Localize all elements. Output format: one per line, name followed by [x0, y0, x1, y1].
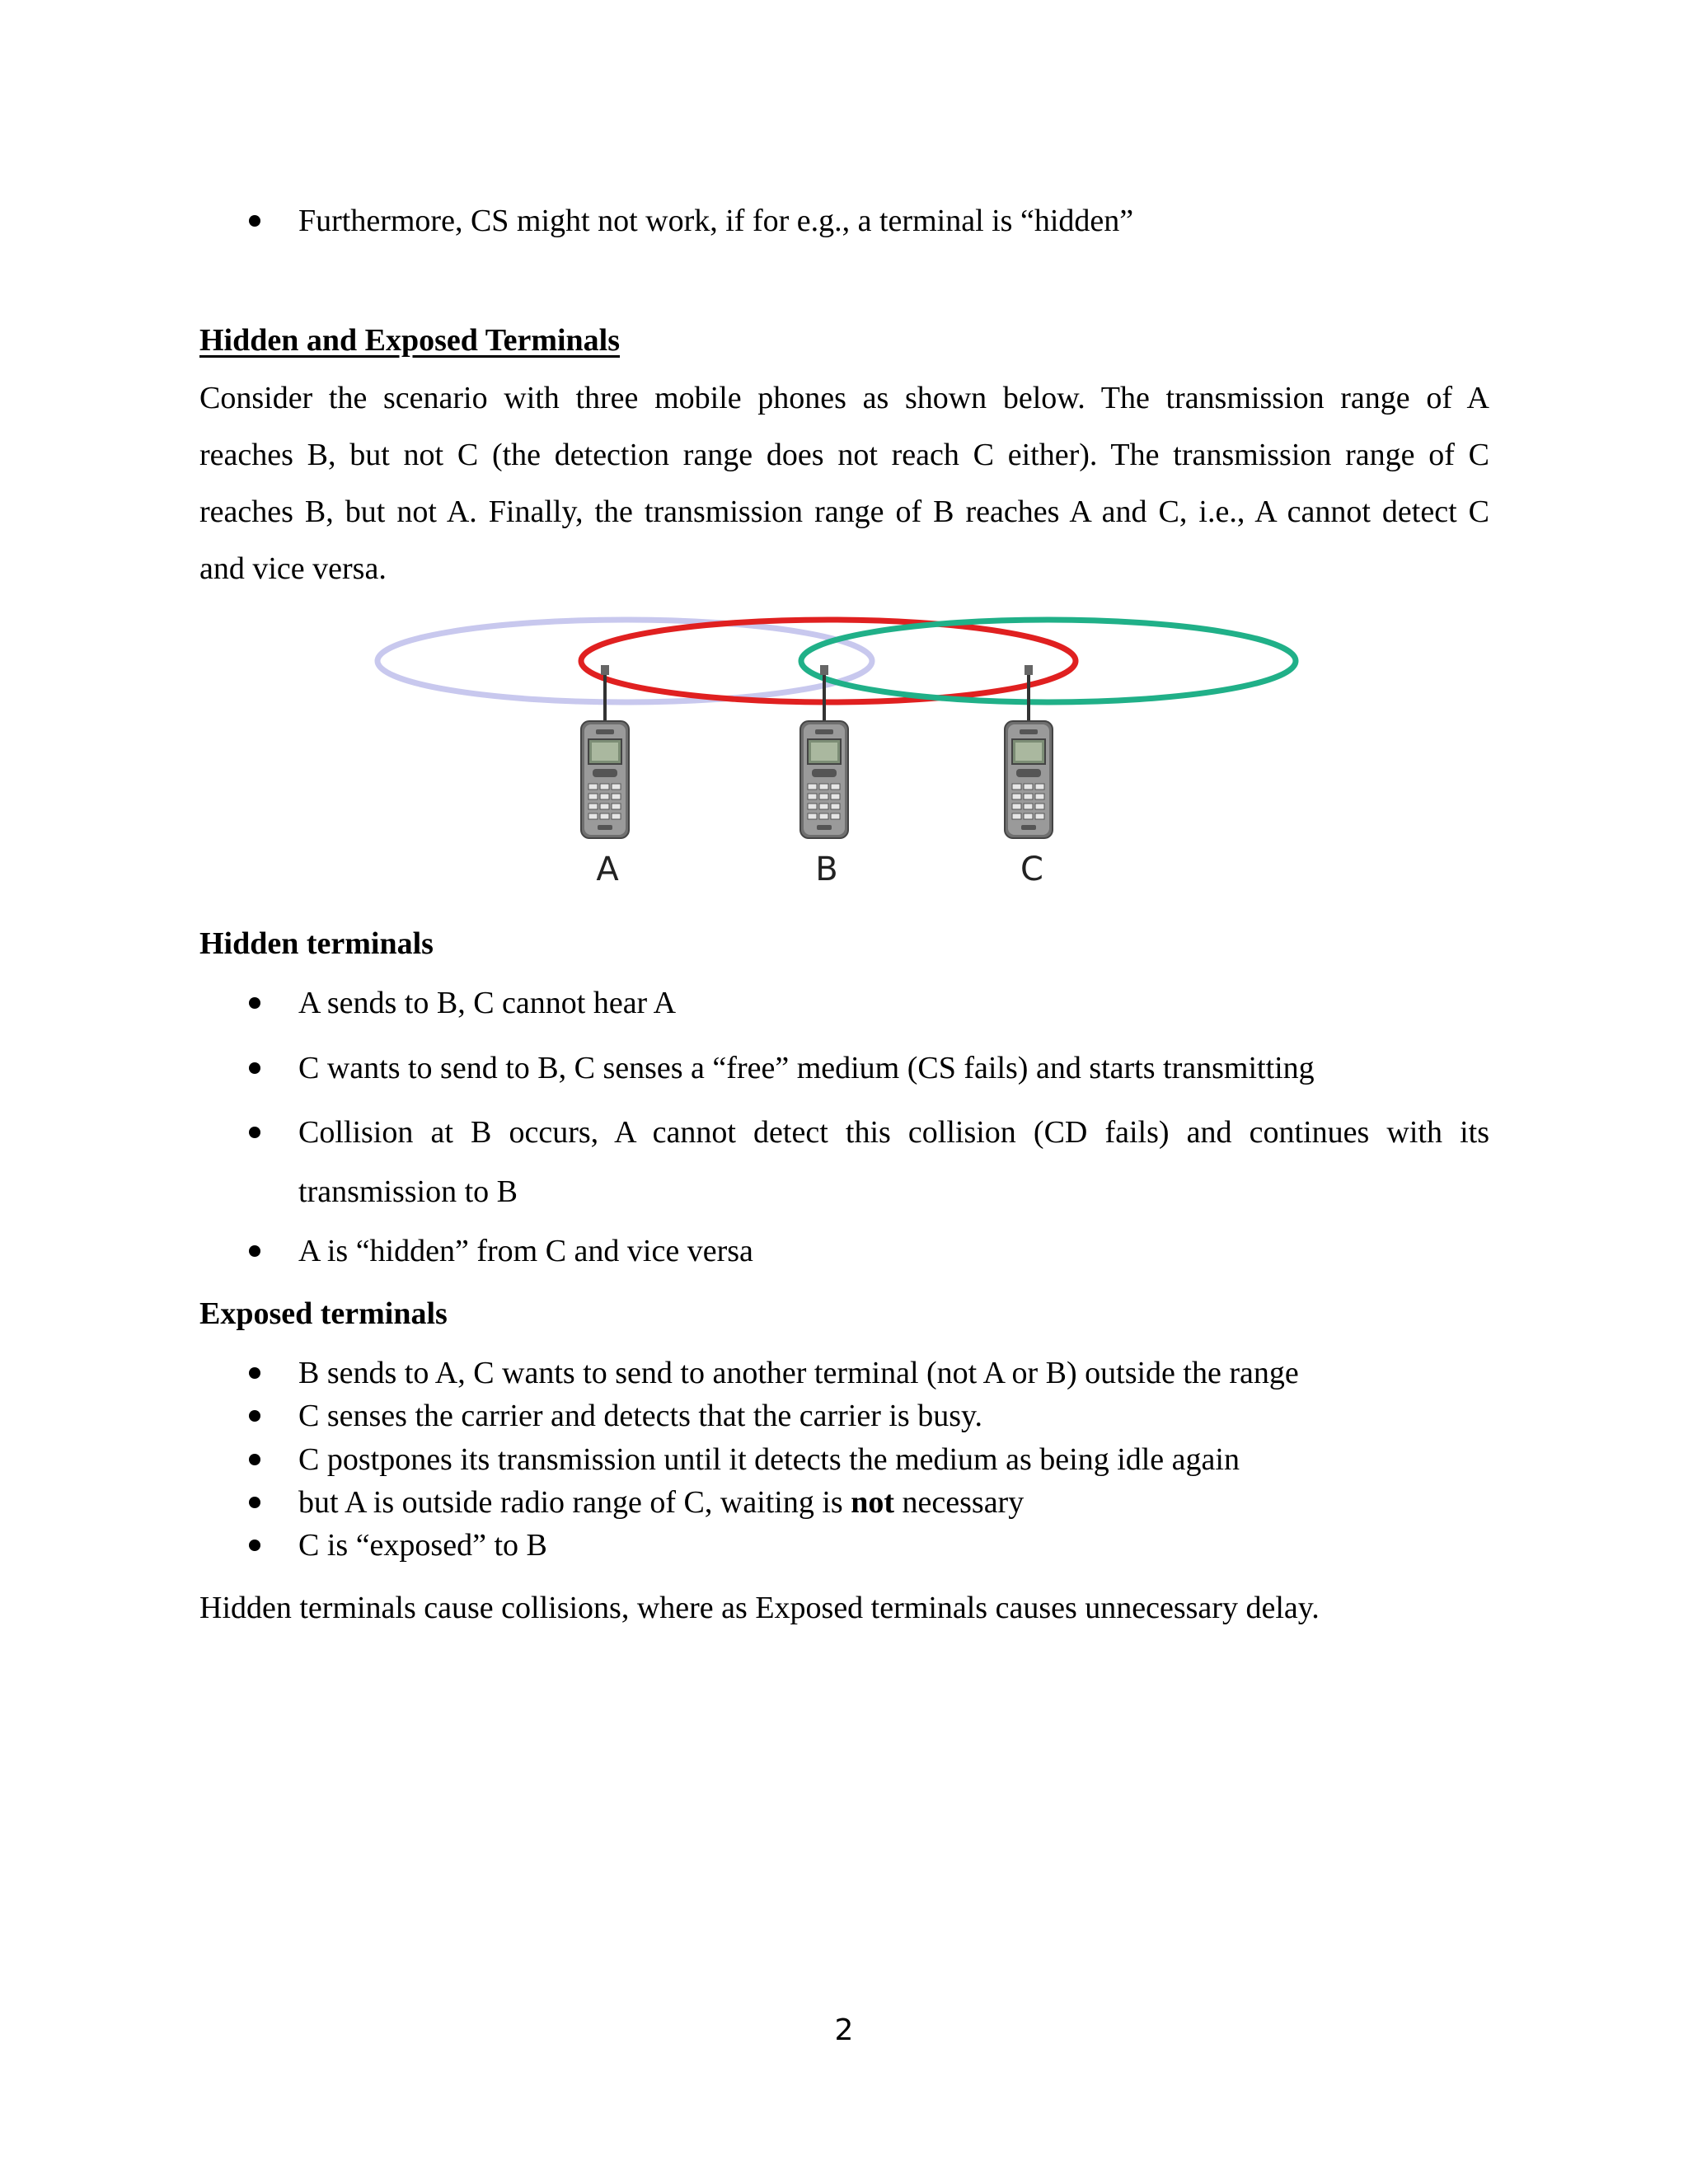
phone-c-label: C	[1020, 851, 1043, 888]
phone-a-label: A	[596, 851, 619, 888]
bullet	[249, 215, 260, 227]
exposed-item-5: C is “exposed” to B	[298, 1528, 547, 1563]
intro-line-3: reaches B, but not A. Finally, the transmission range of B reaches A and C, i.e., A cannot detect C	[199, 494, 1489, 529]
phone-a-icon	[581, 665, 629, 838]
bullet	[249, 1410, 260, 1422]
range-b-ellipse	[581, 620, 1076, 702]
hidden-item-4: A is “hidden” from C and vice versa	[298, 1234, 753, 1268]
exposed-item-2: C senses the carrier and detects that the carrier is busy.	[298, 1399, 983, 1433]
bullet	[249, 1367, 260, 1379]
page-number: 2	[834, 2013, 854, 2047]
bullet	[249, 1540, 260, 1551]
terminal-range-diagram	[363, 610, 1319, 898]
conclusion-text: Hidden terminals cause collisions, where as Exposed terminals causes unnecessary delay.	[199, 1591, 1320, 1625]
exposed-item-4-bold: not	[851, 1485, 895, 1520]
exposed-item-1: B sends to A, C wants to send to another terminal (not A or B) outside the range	[298, 1356, 1299, 1390]
top-bullet-text: Furthermore, CS might not work, if for e.g., a terminal is “hidden”	[298, 204, 1134, 238]
bullet	[249, 1245, 260, 1257]
bullet	[249, 1497, 260, 1508]
bullet	[249, 1454, 260, 1465]
range-c-ellipse	[801, 620, 1296, 702]
exposed-terminals-heading: Exposed terminals	[199, 1296, 448, 1331]
exposed-item-4-before: but A is outside radio range of C, waiting is	[298, 1485, 851, 1520]
exposed-item-4	[298, 1482, 1024, 1523]
phone-b-label: B	[815, 851, 838, 888]
intro-line-4: and vice versa.	[199, 551, 387, 586]
intro-line-1: Consider the scenario with three mobile phones as shown below. The transmission range of A	[199, 381, 1489, 415]
bullet	[249, 1127, 260, 1138]
range-a-ellipse	[377, 620, 872, 702]
bullet	[249, 997, 260, 1009]
hidden-item-1: A sends to B, C cannot hear A	[298, 986, 677, 1020]
exposed-item-4-after: necessary	[894, 1485, 1025, 1520]
bullet	[249, 1062, 260, 1074]
exposed-item-3: C postpones its transmission until it detects the medium as being idle again	[298, 1442, 1240, 1477]
section-heading: Hidden and Exposed Terminals	[199, 323, 621, 358]
hidden-terminals-heading: Hidden terminals	[199, 926, 434, 961]
intro-line-2: reaches B, but not C (the detection range does not reach C either). The transmission range of C	[199, 438, 1489, 472]
hidden-item-2: C wants to send to B, C senses a “free” medium (CS fails) and starts transmitting	[298, 1051, 1315, 1085]
hidden-item-3-cont: transmission to B	[298, 1174, 518, 1209]
hidden-item-3: Collision at B occurs, A cannot detect this collision (CD fails) and continues with its	[298, 1115, 1489, 1150]
